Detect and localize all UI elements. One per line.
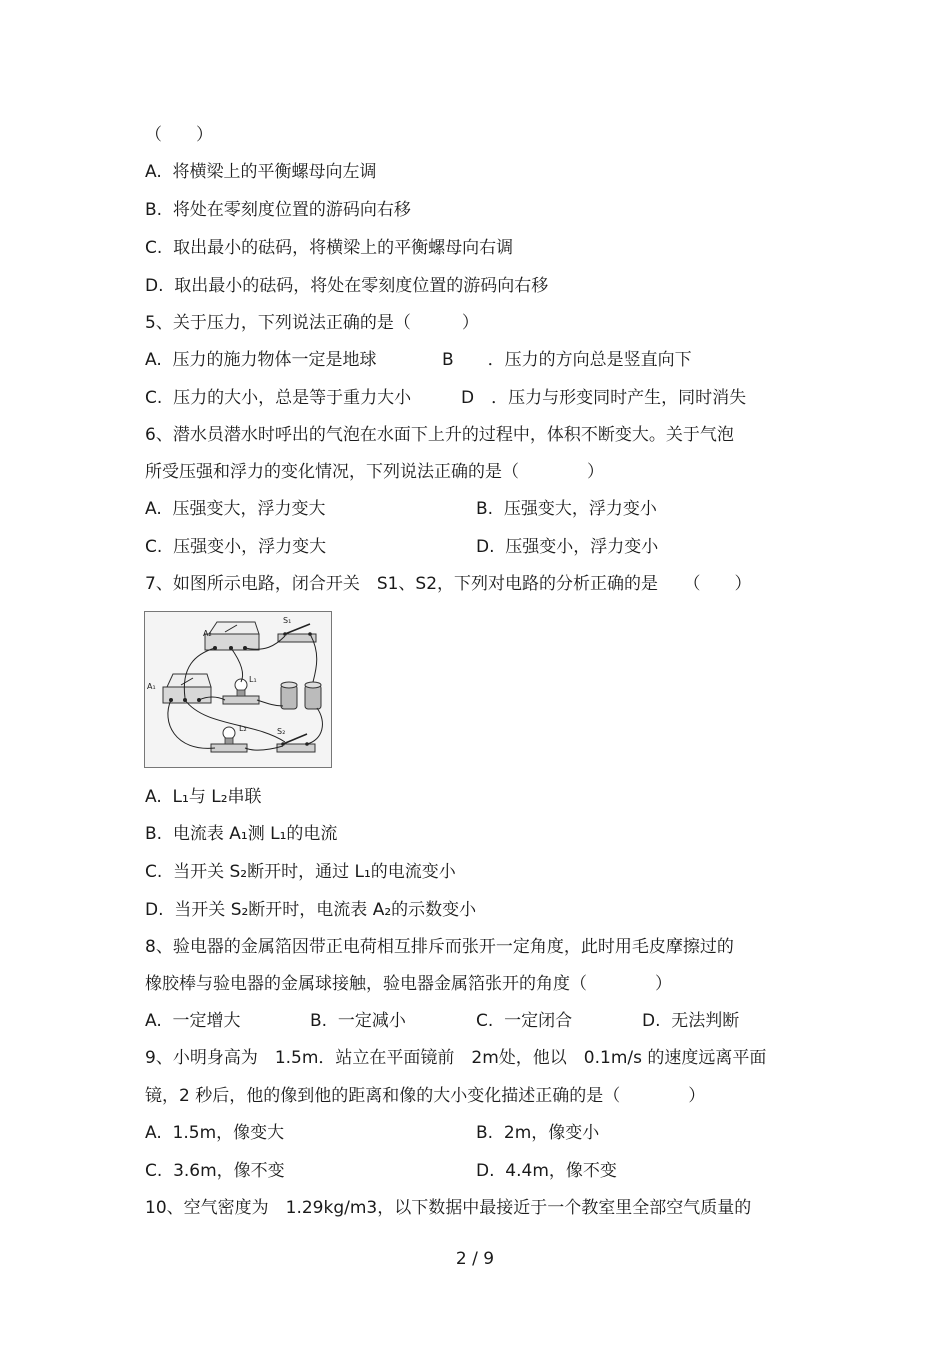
q8-option-c: C. 一定闭合	[476, 1011, 573, 1031]
q5-option-b: B ．压力的方向总是竖直向下	[442, 350, 692, 370]
q4-option-c: C. 取出最小的砝码，将横梁上的平衡螺母向右调	[145, 238, 514, 258]
q5-option-c: C. 压力的大小，总是等于重力大小	[145, 388, 412, 408]
q9-option-b: B. 2m，像变小	[476, 1123, 600, 1143]
circuit-diagram	[145, 612, 331, 767]
q7-option-d: D. 当开关 S₂断开时，电流表 A₂的示数变小	[145, 900, 477, 920]
q4-option-a: A. 将横梁上的平衡螺母向左调	[145, 162, 377, 182]
q4-option-b: B. 将处在零刻度位置的游码向右移	[145, 200, 411, 220]
label-s1: S₁	[283, 616, 292, 625]
q9-stem-line2: 镜，2 秒后，他的像到他的距离和像的大小变化描述正确的是（ ）	[145, 1086, 706, 1106]
ammeter-a2	[205, 622, 259, 650]
q8-option-b: B. 一定减小	[310, 1011, 406, 1031]
label-l1: L₁	[249, 675, 257, 684]
switch-s1	[278, 624, 316, 642]
q7-option-c: C. 当开关 S₂断开时，通过 L₁的电流变小	[145, 862, 456, 882]
q5-stem: 5、关于压力，下列说法正确的是（ ）	[145, 313, 479, 333]
q8-stem-line1: 8、验电器的金属箔因带正电荷相互排斥而张开一定角度，此时用毛皮摩擦过的	[145, 937, 734, 957]
q7-option-a: A. L₁与 L₂串联	[145, 787, 262, 807]
q8-stem-line2: 橡胶棒与验电器的金属球接触，验电器金属箔张开的角度（ ）	[145, 974, 672, 994]
q6-stem-line2: 所受压强和浮力的变化情况，下列说法正确的是（ ）	[145, 462, 604, 482]
label-l2: L₂	[239, 724, 247, 733]
label-a1: A₁	[147, 682, 156, 691]
q8-option-d: D. 无法判断	[642, 1011, 740, 1031]
circuit-figure	[144, 611, 332, 768]
q4-option-d: D. 取出最小的砝码，将处在零刻度位置的游码向右移	[145, 276, 549, 296]
label-s2: S₂	[277, 727, 286, 736]
q9-option-d: D. 4.4m，像不变	[476, 1161, 617, 1181]
ammeter-a1	[163, 674, 211, 703]
q4-paren: （ ）	[145, 125, 213, 145]
q6-stem-line1: 6、潜水员潜水时呼出的气泡在水面下上升的过程中，体积不断变大。关于气泡	[145, 425, 734, 445]
q9-option-a: A. 1.5m，像变大	[145, 1123, 285, 1143]
q6-option-d: D. 压强变小，浮力变小	[476, 537, 659, 557]
q7-stem: 7、如图所示电路，闭合开关 S1、S2，下列对电路的分析正确的是 （ ）	[145, 574, 752, 594]
label-a2: A₂	[203, 629, 212, 638]
q5-option-d: D ．压力与形变同时产生，同时消失	[461, 388, 747, 408]
q9-option-c: C. 3.6m，像不变	[145, 1161, 285, 1181]
battery-cells	[281, 682, 321, 709]
q10-stem: 10、空气密度为 1.29kg/m3，以下数据中最接近于一个教室里全部空气质量的	[145, 1198, 752, 1218]
q8-option-a: A. 一定增大	[145, 1011, 241, 1031]
q9-stem-line1: 9、小明身高为 1.5m．站立在平面镜前 2m处，他以 0.1m/s 的速度远离平面	[145, 1048, 767, 1068]
q7-option-b: B. 电流表 A₁测 L₁的电流	[145, 824, 338, 844]
q6-option-c: C. 压强变小，浮力变大	[145, 537, 327, 557]
q6-option-a: A. 压强变大，浮力变大	[145, 499, 326, 519]
page-number: 2 / 9	[455, 1249, 495, 1269]
q5-option-a: A. 压力的施力物体一定是地球	[145, 350, 377, 370]
q6-option-b: B. 压强变大，浮力变小	[476, 499, 657, 519]
